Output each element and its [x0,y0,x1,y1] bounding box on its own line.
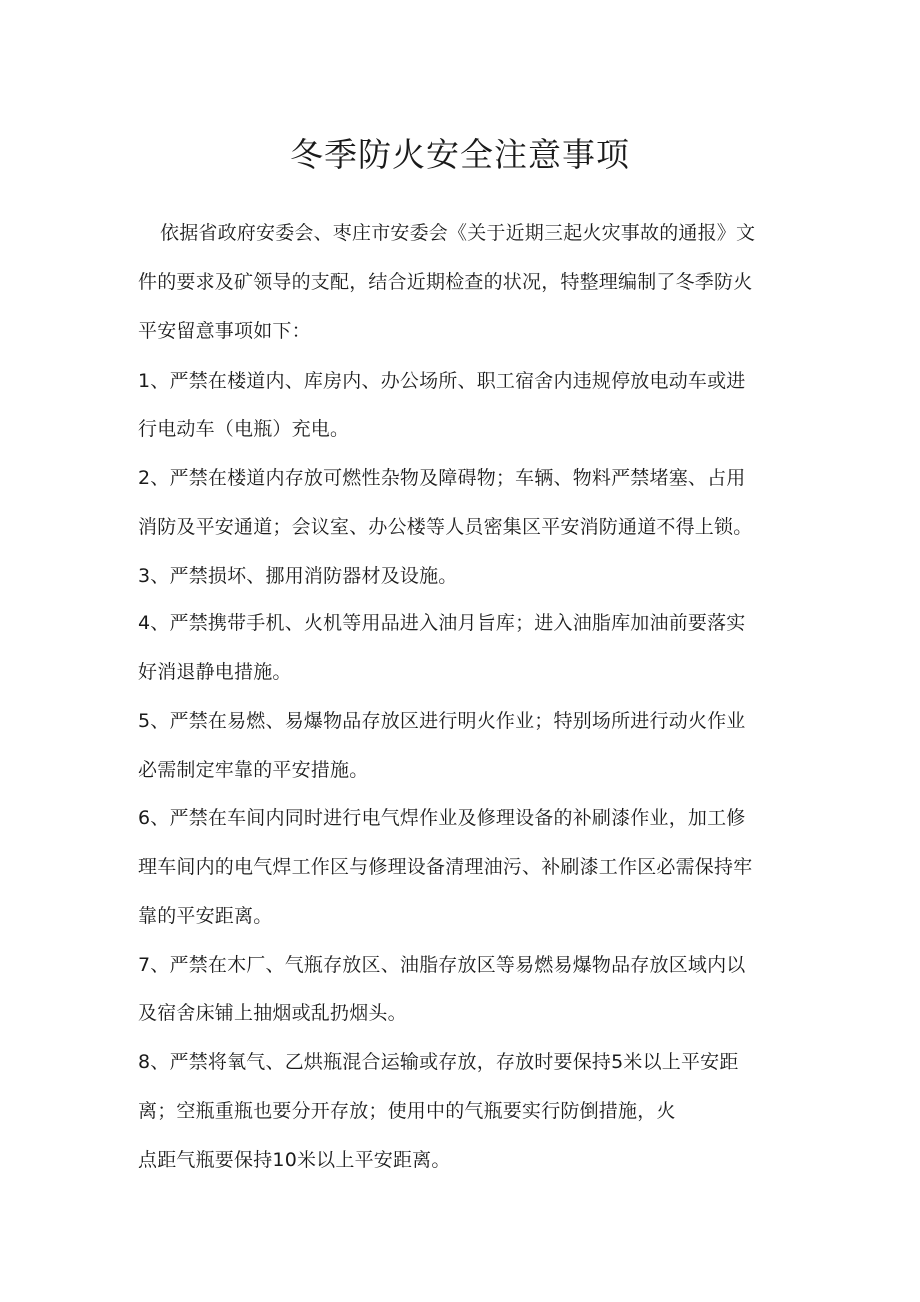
paragraph-line: 依据省政府安委会、枣庄市安委会《关于近期三起火灾事故的通报》文 [160,222,756,244]
list-item-line: 必需制定牢靠的平安措施。 [138,759,369,781]
list-item-line: 3、严禁损坏、挪用消防器材及设施。 [138,565,458,587]
list-item-line: 5、严禁在易燃、易爆物品存放区进行明火作业；特别场所进行动火作业 [138,710,746,732]
list-item-line: 行电动车（电瓶）充电。 [138,418,350,440]
list-item-line: 1、严禁在楼道内、库房内、办公场所、职工宿舍内违规停放电动车或进 [138,370,746,392]
list-item-line: 4、严禁携带手机、火机等用品进入油月旨库；进入油脂库加油前要落实 [138,612,746,634]
list-item-line: 理车间内的电气焊工作区与修理设备清理油污、补刷漆工作区必需保持牢 [138,856,753,878]
list-item-line: 离；空瓶重瓶也要分开存放；使用中的气瓶要实行防倒措施，火 [138,1100,676,1122]
list-item-line: 2、严禁在楼道内存放可燃性杂物及障碍物；车辆、物料严禁堵塞、占用 [138,467,746,489]
list-item-line: 8、严禁将氧气、乙烘瓶混合运输或存放，存放时要保持5米以上平安距 [138,1051,739,1073]
list-item-line: 靠的平安距离。 [138,905,273,927]
list-item-line: 7、严禁在木厂、气瓶存放区、油脂存放区等易燃易爆物品存放区域内以 [138,954,746,976]
list-item-line: 好消退静电措施。 [138,661,292,683]
list-item-line: 消防及平安通道；会议室、办公楼等人员密集区平安消防通道不得上锁。 [138,516,753,538]
paragraph-line: 平安留意事项如下： [138,320,311,342]
paragraph-line: 件的要求及矿领导的支配，结合近期检查的状况，特整理编制了冬季防火 [138,271,753,293]
page-title: 冬季防火安全注意事项 [290,135,630,174]
list-item-line: 点距气瓶要保持10米以上平安距离。 [138,1149,451,1171]
list-item-line: 6、严禁在车间内同时进行电气焊作业及修理设备的补刷漆作业，加工修 [138,807,746,829]
list-item-line: 及宿舍床铺上抽烟或乱扔烟头。 [138,1002,407,1024]
